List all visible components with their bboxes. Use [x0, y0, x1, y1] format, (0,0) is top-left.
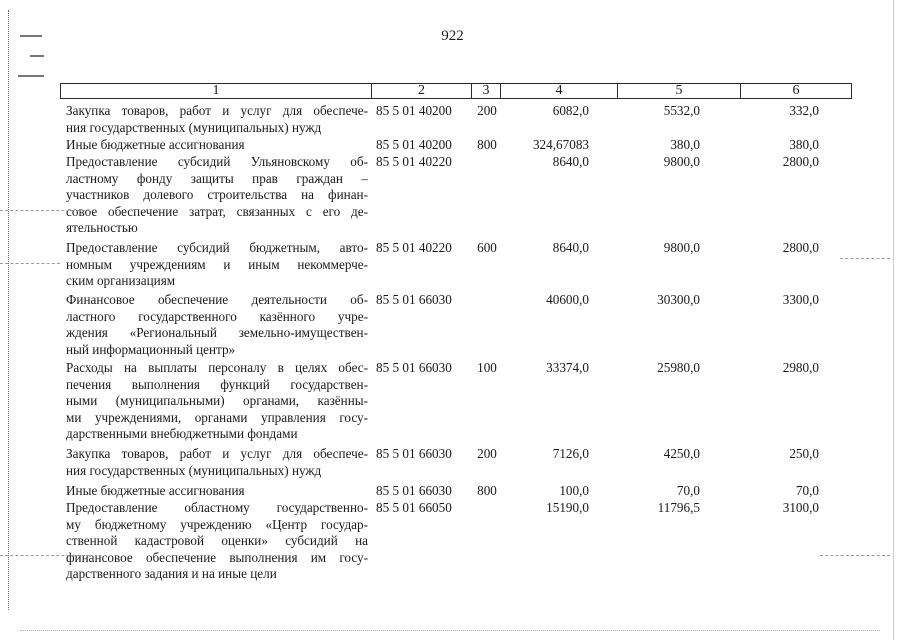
scan-edge-left	[8, 10, 9, 610]
row-name-line: Иные бюджетные ассигнования	[66, 483, 245, 498]
row-name-line: Предоставление областному государственно-	[66, 500, 368, 515]
row-name-line: ластному фонду защиты прав граждан –	[66, 170, 368, 186]
table-row-name	[66, 137, 368, 154]
row-value-5: 380,0	[670, 137, 700, 152]
row-name-line: дарственными внебюджетными фондами	[66, 426, 298, 441]
row-code: 85 5 01 40220	[376, 154, 452, 169]
row-value-6: 250,0	[789, 446, 819, 461]
scan-speck	[18, 75, 44, 77]
table-row-name	[66, 483, 368, 500]
row-value-4: 40600,0	[546, 292, 589, 307]
row-name-line: Предоставление субсидий Ульяновскому об-	[66, 154, 368, 169]
row-name-line: му бюджетному учреждению «Центр государ-	[66, 516, 368, 532]
row-type: 800	[477, 483, 497, 498]
header-col-4: 4	[500, 84, 617, 98]
row-name-line: ственной кадастровой оценки» субсидий на	[66, 533, 368, 548]
table-row-name	[66, 360, 368, 443]
row-name-line: номным учреждениям и иным некоммерче-	[66, 256, 368, 272]
scan-artifact-line	[0, 263, 60, 264]
row-name-line: дарственного задания и на иные цели	[66, 566, 277, 581]
row-type: 600	[477, 240, 497, 255]
scan-speck	[20, 35, 42, 37]
row-value-5: 25980,0	[657, 360, 700, 375]
row-name-line: Закупка товаров, работ и услуг для обеспече-	[66, 446, 368, 461]
row-name-line: совое обеспечение затрат, связанных с его де-	[66, 203, 368, 219]
row-value-4: 6082,0	[552, 103, 589, 118]
row-type: 200	[477, 103, 497, 118]
table-header	[60, 83, 852, 99]
row-name-line: ятельностью	[66, 220, 138, 235]
row-value-6: 2800,0	[782, 240, 819, 255]
table-row-name	[66, 154, 368, 237]
row-value-6: 380,0	[789, 137, 819, 152]
row-type: 100	[477, 360, 497, 375]
scan-edge-right	[893, 0, 894, 640]
row-value-5: 11796,5	[657, 500, 700, 515]
row-name-line: Финансовое обеспечение деятельности об-	[66, 292, 368, 307]
row-name-line: участников долевого строительства на финан-	[66, 187, 368, 202]
header-col-2: 2	[371, 84, 471, 98]
row-value-5: 30300,0	[657, 292, 700, 307]
row-value-6: 3300,0	[782, 292, 819, 307]
table-row-name	[66, 500, 368, 583]
row-name-line: Предоставление субсидий бюджетным, авто-	[66, 240, 368, 255]
row-value-5: 9800,0	[663, 154, 700, 169]
row-value-6: 3100,0	[782, 500, 819, 515]
row-code: 85 5 01 66030	[376, 292, 452, 307]
scan-artifact-line	[20, 630, 880, 631]
row-code: 85 5 01 40200	[376, 137, 452, 152]
row-code: 85 5 01 66030	[376, 483, 452, 498]
row-value-4: 100,0	[559, 483, 589, 498]
row-name-line: ния государственных (муниципальных) нужд	[66, 462, 322, 478]
row-code: 85 5 01 40220	[376, 240, 452, 255]
row-code: 85 5 01 66030	[376, 360, 452, 375]
row-name-line: ными (муниципальными) органами, казённы-	[66, 393, 368, 408]
row-value-4: 33374,0	[546, 360, 589, 375]
table-row-name	[66, 103, 368, 136]
row-name-line: Закупка товаров, работ и услуг для обеспече-	[66, 103, 368, 118]
scan-artifact-line	[0, 555, 90, 556]
row-code: 85 5 01 66030	[376, 446, 452, 461]
row-name-line: финансовое обеспечение выполнения им госу-	[66, 549, 368, 565]
scan-speck	[30, 55, 44, 57]
row-value-4: 7126,0	[552, 446, 589, 461]
row-value-6: 2800,0	[782, 154, 819, 169]
row-value-6: 70,0	[795, 483, 819, 498]
header-col-1: 1	[212, 83, 220, 98]
row-value-5: 4250,0	[663, 446, 700, 461]
row-type: 800	[477, 137, 497, 152]
header-col-6: 6	[740, 84, 851, 98]
row-code: 85 5 01 40200	[376, 103, 452, 118]
row-value-5: 70,0	[676, 483, 700, 498]
row-name-line: ми учреждениями, органами управления госу-	[66, 409, 368, 425]
row-name-line: ластного государственного казённого учре-	[66, 308, 368, 324]
row-name-line: ния государственных (муниципальных) нужд	[66, 119, 322, 135]
table-row-name	[66, 240, 368, 290]
table-row-name	[66, 446, 368, 479]
row-value-4: 8640,0	[552, 154, 589, 169]
row-value-4: 8640,0	[552, 240, 589, 255]
row-value-6: 2980,0	[782, 360, 819, 375]
header-col-5: 5	[617, 84, 740, 98]
table-row-name	[66, 292, 368, 358]
row-name-line: Расходы на выплаты персоналу в целях обес-	[66, 360, 368, 375]
row-type: 200	[477, 446, 497, 461]
row-code: 85 5 01 66050	[376, 500, 452, 515]
row-value-6: 332,0	[789, 103, 819, 118]
row-name-line: Иные бюджетные ассигнования	[66, 137, 245, 152]
scan-artifact-line	[0, 210, 90, 211]
row-value-4: 324,67083	[532, 137, 589, 152]
scan-artifact-line	[840, 258, 890, 259]
page-number: 922	[441, 28, 464, 44]
row-name-line: ским организациям	[66, 273, 176, 288]
row-value-4: 15190,0	[546, 500, 589, 515]
row-name-line: ждения «Региональный земельно-имуществен-	[66, 325, 368, 340]
row-value-5: 9800,0	[663, 240, 700, 255]
header-col-3: 3	[471, 84, 500, 98]
row-name-line: печения выполнения функций государствен-	[66, 376, 368, 392]
row-value-5: 5532,0	[663, 103, 700, 118]
row-name-line: ный информационный центр»	[66, 341, 236, 357]
scan-artifact-line	[820, 555, 890, 556]
